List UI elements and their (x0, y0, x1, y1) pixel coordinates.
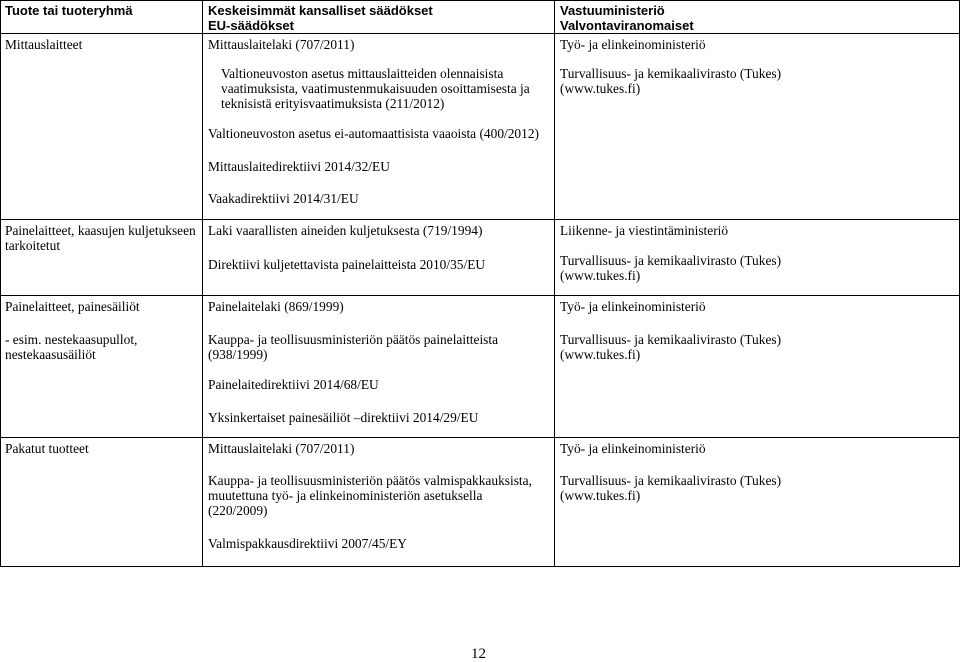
act-entry: Yksinkertaiset painesäiliöt –direktiivi 2014/29/EU (208, 410, 479, 425)
table-border-left (0, 0, 1, 567)
header-ministry: Vastuuministeriö (560, 3, 665, 18)
ministry-entry: Työ- ja elinkeinoministeriö (560, 299, 706, 314)
row-divider (0, 219, 960, 220)
act-entry: Mittauslaitelaki (707/2011) (208, 441, 355, 456)
authority-entry: Turvallisuus- ja kemikaalivirasto (Tukes) (www.tukes.fi) (560, 473, 782, 503)
act-entry: Kauppa- ja teollisuusministeriön päätös valmispakkauksista, muutettuna työ- ja elinkeinoministeriön asetuksella (220/2009) (208, 473, 532, 518)
product-cell: Pakatut tuotteet (5, 441, 89, 456)
act-entry: Painelaitelaki (869/1999) (208, 299, 344, 314)
act-entry: Mittauslaitedirektiivi 2014/32/EU (208, 159, 390, 174)
ministry-entry: Liikenne- ja viestintäministeriö (560, 223, 729, 238)
authority-entry: Turvallisuus- ja kemikaalivirasto (Tukes) (www.tukes.fi) (560, 332, 782, 362)
header-authorities: Valvontaviranomaiset (560, 18, 694, 33)
row-divider (0, 295, 960, 296)
header-product: Tuote tai tuoteryhmä (5, 3, 133, 18)
header-eu-acts: EU-säädökset (208, 18, 294, 33)
ministry-entry: Työ- ja elinkeinoministeriö (560, 441, 706, 456)
product-cell: Painelaitteet, painesäiliöt (5, 299, 140, 314)
product-subnote: - esim. nestekaasupullot, nestekaasusäiliöt (5, 332, 138, 362)
ministry-entry: Työ- ja elinkeinoministeriö (560, 37, 706, 52)
act-entry: Mittauslaitelaki (707/2011) (208, 37, 355, 52)
authority-entry: Turvallisuus- ja kemikaalivirasto (Tukes) (www.tukes.fi) (560, 253, 782, 283)
product-cell: Painelaitteet, kaasujen kuljetukseen tarkoitetut (5, 223, 196, 253)
table-border-bottom (0, 566, 960, 567)
header-divider (0, 33, 960, 34)
page-number: 12 (471, 646, 486, 662)
act-entry: Vaakadirektiivi 2014/31/EU (208, 191, 359, 206)
act-entry: Kauppa- ja teollisuusministeriön päätös painelaitteista (938/1999) (208, 332, 499, 362)
act-entry: Painelaitedirektiivi 2014/68/EU (208, 377, 379, 392)
table-border-top (0, 0, 960, 1)
act-entry: Valmispakkausdirektiivi 2007/45/EY (208, 536, 407, 551)
header-national-acts: Keskeisimmät kansalliset säädökset (208, 3, 433, 18)
act-entry: Valtioneuvoston asetus ei-automaattisista vaaoista (400/2012) (208, 126, 539, 141)
column-divider (202, 0, 203, 567)
authority-entry: Turvallisuus- ja kemikaalivirasto (Tukes) (www.tukes.fi) (560, 66, 782, 96)
row-divider (0, 437, 960, 438)
column-divider (554, 0, 555, 567)
product-cell: Mittauslaitteet (5, 37, 83, 52)
act-entry: Direktiivi kuljetettavista painelaitteista 2010/35/EU (208, 257, 486, 272)
act-entry: Valtioneuvoston asetus mittauslaitteiden olennaisista vaatimuksista, vaatimustenmukaisuuden osoittamisesta ja teknisistä erityisvaatimuksista (211/2012) (221, 66, 530, 111)
act-entry: Laki vaarallisten aineiden kuljetuksesta (719/1994) (208, 223, 483, 238)
